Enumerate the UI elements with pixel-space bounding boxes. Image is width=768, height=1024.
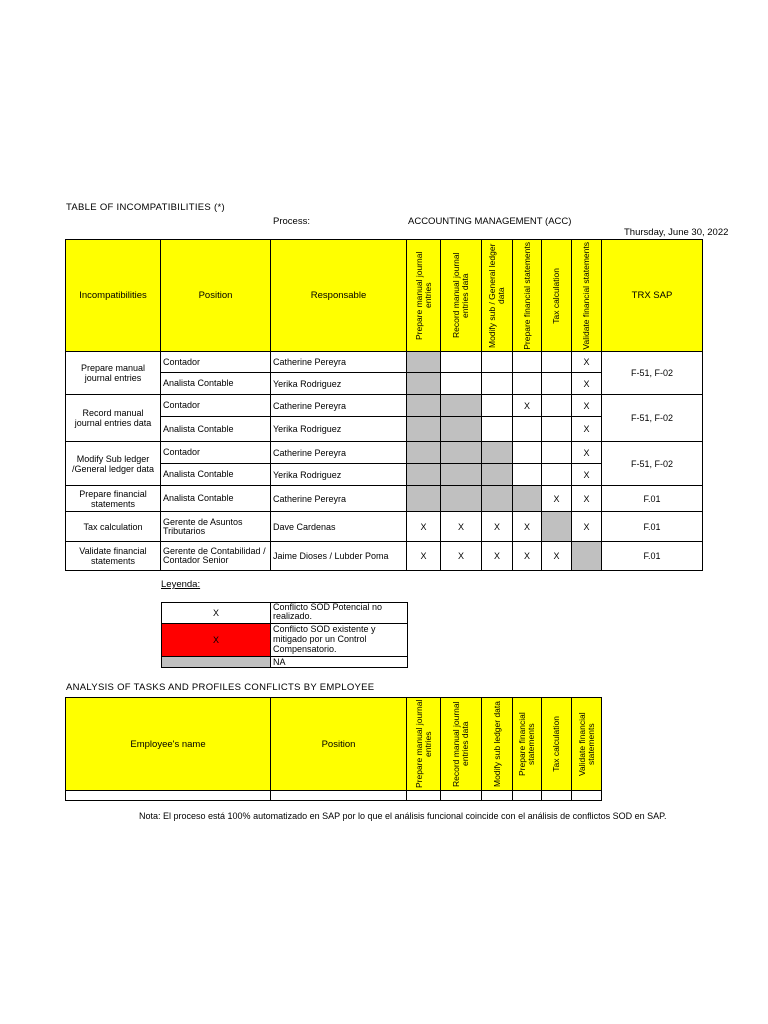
legend-text-potential: Conflicto SOD Potencial no realizado.: [270, 602, 408, 624]
analysis-empty-cell: [481, 790, 513, 801]
task-mark-cell: [541, 463, 572, 486]
task-mark-cell: [512, 441, 542, 464]
task-mark-cell: [406, 416, 441, 442]
analysis-task-1: [406, 697, 441, 791]
responsable-cell: Jaime Dioses / Lubder Poma: [270, 541, 407, 571]
position-cell: Analista Contable: [160, 416, 271, 442]
task-mark-cell: X: [440, 511, 482, 542]
task-mark-cell: [406, 485, 441, 512]
task-mark-cell: X: [571, 485, 602, 512]
task-mark-cell: X: [440, 541, 482, 571]
position-cell: Analista Contable: [160, 485, 271, 512]
responsable-cell: Yerika Rodriguez: [270, 416, 407, 442]
responsable-cell: Dave Cardenas: [270, 511, 407, 542]
legend-text-mitigated: Conflicto SOD existente y mitigado por un Control Compensatorio.: [270, 623, 408, 657]
header-employee-name: Employee's name: [65, 697, 271, 791]
header-task-4: [512, 239, 542, 352]
task-mark-cell: [406, 372, 441, 395]
legend-text-na: NA: [270, 656, 408, 668]
responsable-cell: Catherine Pereyra: [270, 485, 407, 512]
trx-sap-cell: F-51, F-02: [601, 394, 703, 442]
responsable-cell: Yerika Rodriguez: [270, 463, 407, 486]
header-position: Position: [160, 239, 271, 352]
footnote: Nota: El proceso está 100% automatizado en SAP por lo que el análisis funcional coincide con el análisis de conflictos SOD en SAP.: [139, 811, 667, 821]
task-mark-cell: [440, 351, 482, 373]
incompatibility-cell: Tax calculation: [65, 511, 161, 542]
task-mark-cell: X: [571, 511, 602, 542]
task-mark-cell: [440, 485, 482, 512]
task-mark-cell: [440, 463, 482, 486]
task-mark-cell: [512, 372, 542, 395]
analysis-task-6: [571, 697, 602, 791]
header-employee-position: Position: [270, 697, 407, 791]
analysis-empty-cell: [440, 790, 482, 801]
task-mark-cell: [481, 372, 513, 395]
task-mark-cell: X: [541, 541, 572, 571]
task-mark-cell: [481, 485, 513, 512]
task-mark-cell: X: [406, 511, 441, 542]
trx-sap-cell: F.01: [601, 541, 703, 571]
position-cell: Contador: [160, 394, 271, 417]
task-mark-cell: [406, 463, 441, 486]
task-mark-cell: X: [571, 351, 602, 373]
trx-sap-cell: F-51, F-02: [601, 351, 703, 395]
header-task-3-label: Modify sub / General ledger data: [487, 243, 506, 348]
analysis-empty-cell: [512, 790, 542, 801]
task-mark-cell: [481, 463, 513, 486]
position-cell: Gerente de Contabilidad / Contador Senior: [160, 541, 271, 571]
header-task-4-label: Prepare financial statements: [521, 241, 532, 350]
position-cell: Analista Contable: [160, 463, 271, 486]
process-value: ACCOUNTING MANAGEMENT (ACC): [408, 216, 572, 227]
task-mark-cell: [541, 372, 572, 395]
task-mark-cell: [541, 511, 572, 542]
analysis-empty-cell: [270, 790, 407, 801]
header-task-6-label: Validate financial statements: [581, 241, 591, 350]
task-mark-cell: X: [571, 372, 602, 395]
analysis-task-5-label: Tax calculation: [551, 716, 561, 772]
task-mark-cell: [512, 485, 542, 512]
analysis-task-4: [512, 697, 542, 791]
task-mark-cell: [440, 394, 482, 417]
task-mark-cell: [440, 416, 482, 442]
analysis-task-2: [440, 697, 482, 791]
position-cell: Analista Contable: [160, 372, 271, 395]
header-task-3: [481, 239, 513, 352]
header-trx-sap: TRX SAP: [601, 239, 703, 352]
responsable-cell: Yerika Rodriguez: [270, 372, 407, 395]
legend-symbol-potential: X: [161, 602, 271, 624]
report-date: Thursday, June 30, 2022: [624, 227, 729, 238]
incompatibility-cell: Validate financial statements: [65, 541, 161, 571]
header-task-2: [440, 239, 482, 352]
analysis-empty-cell: [571, 790, 602, 801]
responsable-cell: Catherine Pereyra: [270, 351, 407, 373]
header-task-6: [571, 239, 602, 352]
analysis-task-4-label: Prepare financial statements: [517, 712, 536, 776]
task-mark-cell: [541, 351, 572, 373]
incompatibility-cell: Prepare financial statements: [65, 485, 161, 512]
task-mark-cell: [512, 416, 542, 442]
task-mark-cell: [406, 441, 441, 464]
analysis-task-6-label: Validate financial statements: [576, 712, 596, 776]
header-task-1: [406, 239, 441, 352]
position-cell: Contador: [160, 351, 271, 373]
incompatibility-cell: Prepare manual journal entries: [65, 351, 161, 395]
task-mark-cell: X: [406, 541, 441, 571]
page-title: TABLE OF INCOMPATIBILITIES (*): [66, 202, 225, 213]
header-responsable: Responsable: [270, 239, 407, 352]
task-mark-cell: [481, 441, 513, 464]
responsable-cell: Catherine Pereyra: [270, 441, 407, 464]
legend-title: Leyenda:: [161, 579, 201, 590]
legend-symbol-mitigated: X: [161, 623, 271, 657]
task-mark-cell: [440, 441, 482, 464]
analysis-task-5: [541, 697, 572, 791]
task-mark-cell: [541, 394, 572, 417]
task-mark-cell: [481, 351, 513, 373]
header-task-2-label: Record manual journal entries data: [451, 252, 470, 339]
analysis-task-2-label: Record manual journal entries data: [451, 701, 470, 787]
header-task-5-label: Tax calculation: [551, 267, 561, 324]
task-mark-cell: X: [512, 541, 542, 571]
task-mark-cell: X: [571, 441, 602, 464]
task-mark-cell: [571, 541, 602, 571]
task-mark-cell: [481, 416, 513, 442]
analysis-empty-cell: [541, 790, 572, 801]
task-mark-cell: [440, 372, 482, 395]
task-mark-cell: X: [481, 511, 513, 542]
legend-symbol-na: [161, 656, 271, 668]
task-mark-cell: X: [571, 394, 602, 417]
header-task-1-label: Prepare manual journal entries: [413, 251, 433, 340]
trx-sap-cell: F-51, F-02: [601, 441, 703, 486]
task-mark-cell: [541, 441, 572, 464]
task-mark-cell: X: [571, 463, 602, 486]
incompatibility-cell: Record manual journal entries data: [65, 394, 161, 442]
task-mark-cell: X: [512, 394, 542, 417]
analysis-empty-cell: [406, 790, 441, 801]
trx-sap-cell: F.01: [601, 485, 703, 512]
responsable-cell: Catherine Pereyra: [270, 394, 407, 417]
task-mark-cell: X: [541, 485, 572, 512]
header-incompatibilities: Incompatibilities: [65, 239, 161, 352]
analysis-empty-cell: [65, 790, 271, 801]
analysis-task-3-label: Modify sub ledger data: [491, 701, 502, 787]
task-mark-cell: [406, 351, 441, 373]
analysis-task-1-label: Prepare manual journal entries: [413, 699, 433, 789]
task-mark-cell: [512, 463, 542, 486]
position-cell: Gerente de Asuntos Tributarios: [160, 511, 271, 542]
task-mark-cell: X: [571, 416, 602, 442]
task-mark-cell: X: [512, 511, 542, 542]
task-mark-cell: [406, 394, 441, 417]
task-mark-cell: [541, 416, 572, 442]
task-mark-cell: [481, 394, 513, 417]
analysis-title: ANALYSIS OF TASKS AND PROFILES CONFLICTS BY EMPLOYEE: [66, 682, 375, 693]
position-cell: Contador: [160, 441, 271, 464]
header-task-5: [541, 239, 572, 352]
task-mark-cell: [512, 351, 542, 373]
process-label: Process:: [273, 216, 310, 227]
analysis-task-3: [481, 697, 513, 791]
trx-sap-cell: F.01: [601, 511, 703, 542]
incompatibility-cell: Modify Sub ledger /General ledger data: [65, 441, 161, 486]
task-mark-cell: X: [481, 541, 513, 571]
